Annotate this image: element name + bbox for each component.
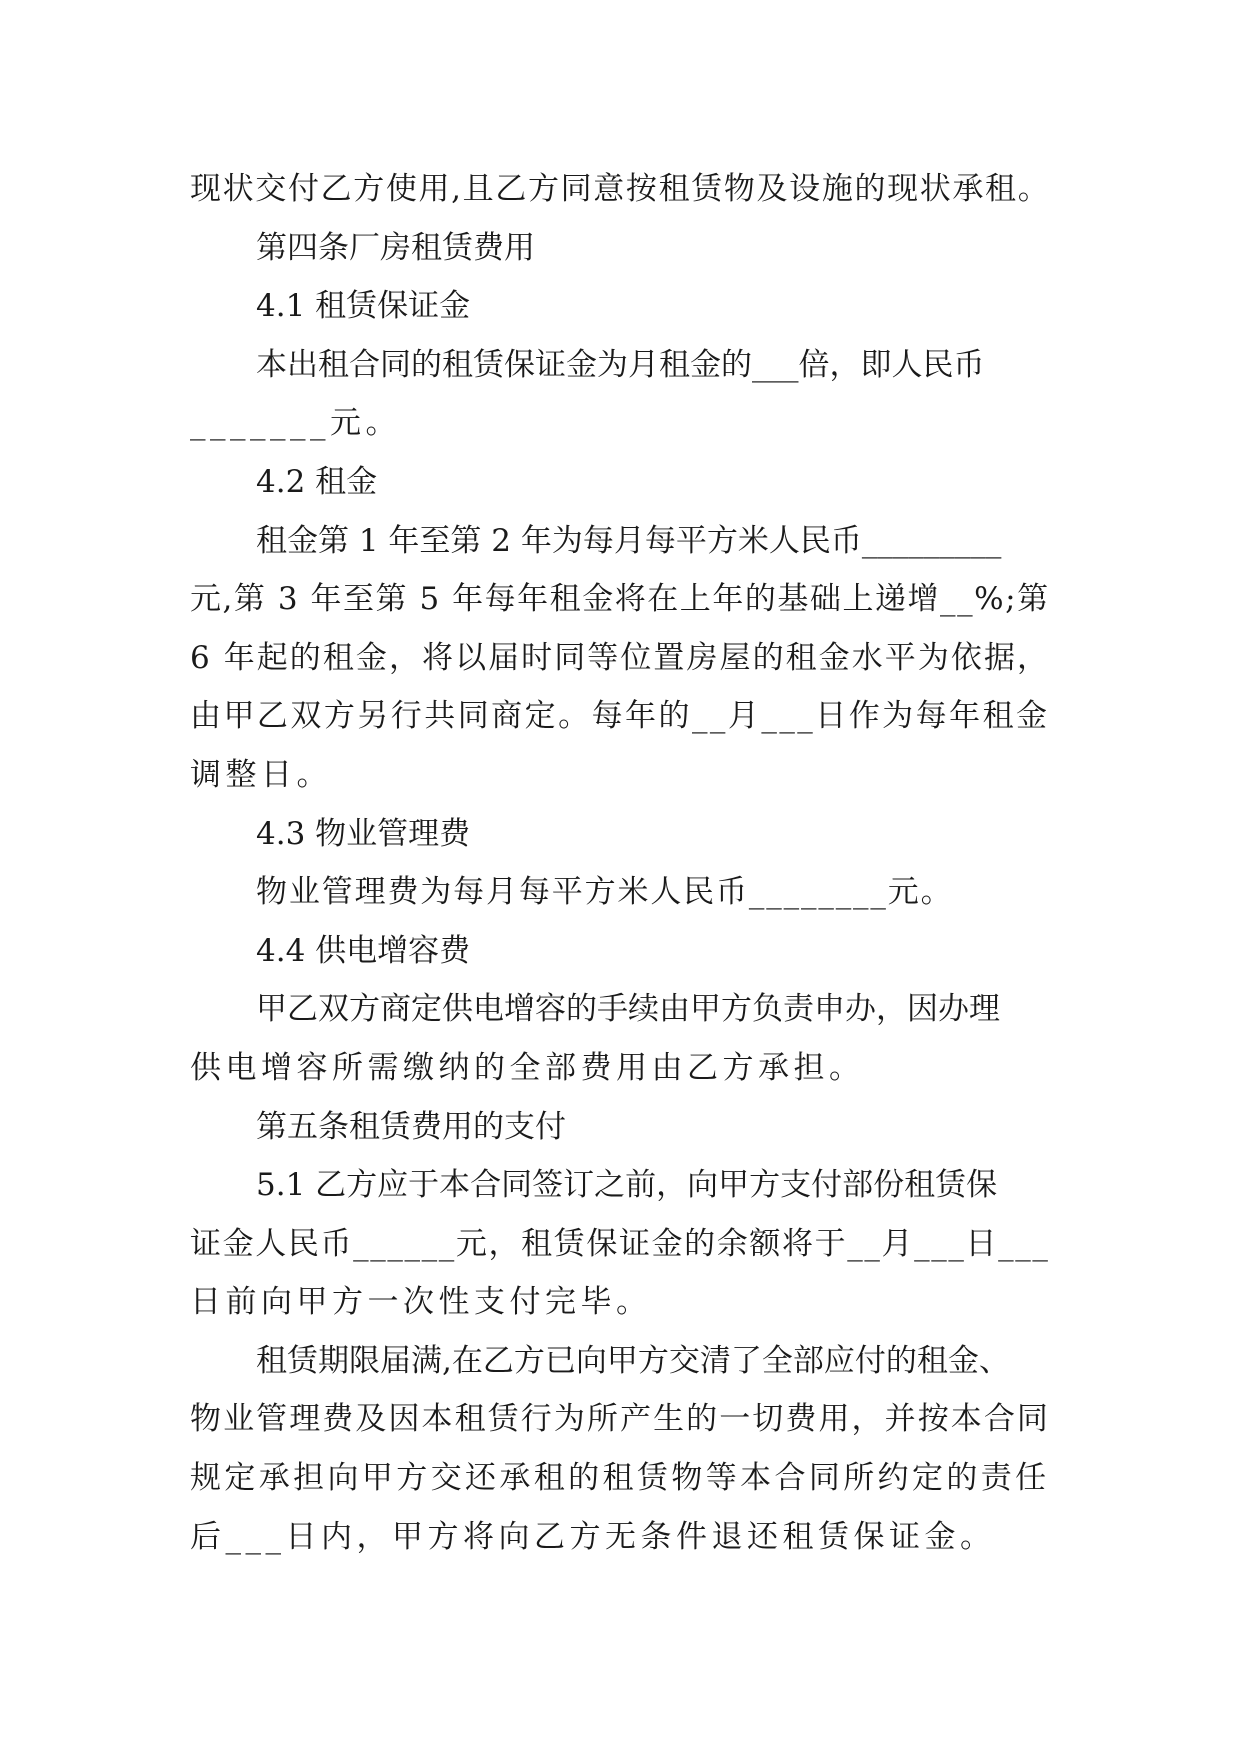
text-line: 第四条厂房租赁费用 bbox=[256, 229, 535, 266]
text-line: 规定承担向甲方交还承租的租赁物等本合同所约定的责任 bbox=[190, 1460, 1050, 1497]
text-line: 4.1 租赁保证金 bbox=[256, 288, 471, 325]
text-line: 供电增容所需缴纳的全部费用由乙方承担。 bbox=[190, 1049, 865, 1086]
text-line: 4.3 物业管理费 bbox=[256, 815, 471, 852]
text-line: 4.2 租金 bbox=[256, 463, 378, 500]
text-line: 第五条租赁费用的支付 bbox=[256, 1108, 566, 1145]
text-line: 后___日内，甲方将向乙方无条件退还租赁保证金。 bbox=[190, 1518, 996, 1555]
text-line: 租金第 1 年至第 2 年为每月每平方米人民币_________ bbox=[256, 522, 1002, 559]
text-line: 5.1 乙方应于本合同签订之前，向甲方支付部份租赁保 bbox=[256, 1167, 998, 1204]
text-line: 物业管理费为每月每平方米人民币________元。 bbox=[256, 874, 954, 911]
text-line: 元,第 3 年至第 5 年每年租金将在上年的基础上递增__%;第 bbox=[190, 581, 1050, 618]
text-line: _______元。 bbox=[190, 405, 401, 442]
text-line: 日前向甲方一次性支付完毕。 bbox=[190, 1284, 652, 1321]
text-line: 由甲乙双方另行共同商定。每年的__月___日作为每年租金 bbox=[190, 698, 1050, 735]
text-line: 现状交付乙方使用,且乙方同意按租赁物及设施的现状承租。 bbox=[190, 171, 1051, 207]
text-line: 租赁期限届满,在乙方已向甲方交清了全部应付的租金、 bbox=[256, 1342, 1010, 1379]
text-line: 甲乙双方商定供电增容的手续由甲方负责申办，因办理 bbox=[256, 991, 1000, 1028]
text-line: 本出租合同的租赁保证金为月租金的___倍，即人民币 bbox=[256, 346, 985, 383]
text-line: 4.4 供电增容费 bbox=[256, 932, 471, 969]
text-line: 物业管理费及因本租赁行为所产生的一切费用，并按本合同 bbox=[190, 1401, 1050, 1438]
document-body bbox=[190, 160, 1050, 1566]
text-line: 6 年起的租金，将以届时同等位置房屋的租金水平为依据， bbox=[190, 639, 1051, 676]
text-line: 调整日。 bbox=[190, 756, 332, 793]
text-line: 证金人民币______元，租赁保证金的余额将于__月___日___ bbox=[190, 1225, 1050, 1262]
